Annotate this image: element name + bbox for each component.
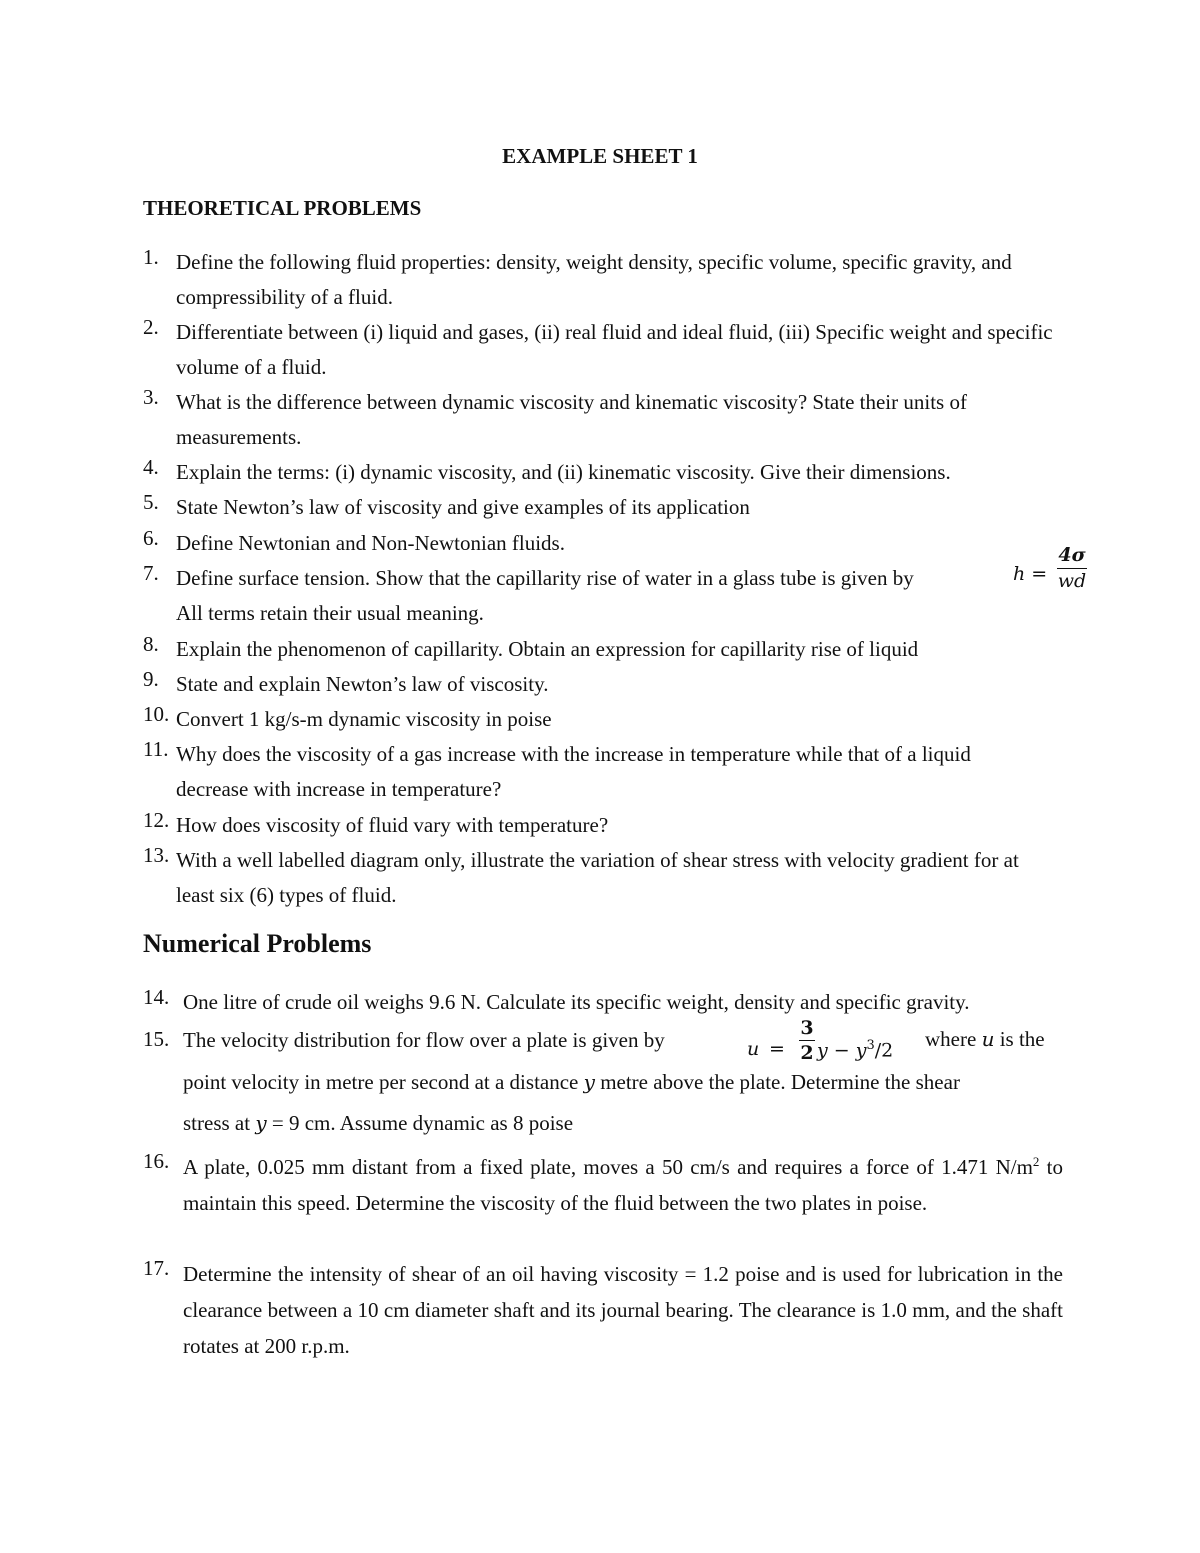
item-text [176, 561, 1023, 631]
item-text: Define the following fluid properties: density, weight density, specific volume, specific gravity, and compressibility of a fluid. [176, 250, 1012, 309]
fraction-numerator: 4σ [1057, 544, 1087, 569]
where-tail: is the [999, 1027, 1045, 1051]
item-text [183, 1149, 1063, 1221]
theory-item-1 [143, 245, 1063, 315]
item-text-line1: The velocity distribution for flow over a plate is given by [183, 1028, 665, 1052]
theory-item-3 [143, 385, 1063, 455]
item-text-line2 [183, 1068, 1063, 1096]
item-text: Differentiate between (i) liquid and gases, (ii) real fluid and ideal fluid, (iii) Specific weight and specific volume of a fluid. [176, 320, 1053, 379]
equation-terms [817, 1038, 893, 1061]
where-u: u [981, 1027, 995, 1051]
item-number: 14. [143, 985, 170, 1009]
line2-a: point velocity in metre per second at a distance [183, 1070, 579, 1094]
theory-item-8 [143, 632, 1063, 667]
theory-item-12 [143, 808, 1063, 843]
item-text-line2: All terms retain their usual meaning. [176, 601, 484, 625]
item-number: 9. [143, 667, 159, 691]
fraction-denominator: wd [1057, 570, 1087, 592]
theory-item-4 [143, 455, 1063, 490]
item-text-line3 [183, 1109, 1063, 1137]
text-a: A plate, 0.025 mm distant from a fixed plate, moves a 50 cm/s and requires a force of 1.471 N/m [183, 1155, 1033, 1179]
theory-item-5 [143, 490, 1063, 525]
item-text: Explain the terms: (i) dynamic viscosity, and (ii) kinematic viscosity. Give their dimensions. [176, 460, 951, 484]
numerical-item-17 [143, 1256, 1063, 1364]
text-b: to maintain this speed. Determine the viscosity of the fluid between the two plates in poise. [183, 1155, 1063, 1215]
theory-item-10 [143, 702, 1063, 737]
item-number: 4. [143, 455, 159, 479]
equation-u: u [747, 1038, 760, 1060]
item-number: 3. [143, 385, 159, 409]
item-text: What is the difference between dynamic viscosity and kinematic viscosity? State their units of measurements. [176, 390, 967, 449]
equation-equals: = [769, 1038, 785, 1060]
line2-b: metre above the plate. Determine the shear [600, 1070, 960, 1094]
item-text-line1: Define surface tension. Show that the capillarity rise of water in a glass tube is given by [176, 566, 914, 590]
item-text: State and explain Newton’s law of viscosity. [176, 672, 549, 696]
capillary-equation-lhs: h = [1013, 563, 1048, 585]
item-text: With a well labelled diagram only, illustrate the variation of shear stress with velocity gradient for at least six (6) types of fluid. [176, 848, 1019, 907]
where-clause [925, 1027, 1045, 1052]
sheet-title: EXAMPLE SHEET 1 [502, 144, 698, 168]
item-number: 1. [143, 245, 159, 269]
item-number: 2. [143, 315, 159, 339]
item-number: 17. [143, 1256, 170, 1280]
where-word: where [925, 1027, 977, 1051]
equation-divisor: /2 [874, 1039, 894, 1062]
numerical-item-16 [143, 1149, 1063, 1221]
theory-item-9 [143, 667, 1063, 702]
item-text: Explain the phenomenon of capillarity. Obtain an expression for capillarity rise of liquid [176, 637, 919, 661]
item-number: 16. [143, 1149, 170, 1173]
numerical-heading: Numerical Problems [143, 929, 372, 958]
velocity-equation [747, 1016, 927, 1072]
theory-heading: THEORETICAL PROBLEMS [143, 196, 422, 220]
item-number: 5. [143, 490, 159, 514]
item-text: Define Newtonian and Non-Newtonian fluids. [176, 531, 565, 555]
superscript: 2 [1032, 1154, 1040, 1169]
fraction-numerator: 3 [800, 1017, 814, 1039]
item-number: 8. [143, 632, 159, 656]
numerical-item-14 [143, 985, 1063, 1020]
item-text: One litre of crude oil weighs 9.6 N. Calculate its specific weight, density and specific gravity. [183, 990, 970, 1014]
capillary-equation-fraction [1057, 544, 1087, 592]
theory-item-7 [143, 561, 1023, 631]
equation-exponent: 3 [866, 1038, 875, 1053]
item-number: 11. [143, 737, 169, 761]
item-text: Convert 1 kg/s-m dynamic viscosity in poise [176, 707, 552, 731]
theory-item-6 [143, 526, 1063, 561]
theory-item-13 [143, 843, 1023, 913]
line3-a: stress at [183, 1111, 251, 1135]
line3-b: = 9 cm. Assume dynamic as 8 poise [271, 1111, 574, 1135]
item-number: 12. [143, 808, 170, 832]
equation-fraction [799, 1016, 815, 1065]
item-text: Why does the viscosity of a gas increase with the increase in temperature while that of a liquid decrease with increase in temperature? [176, 742, 971, 801]
theory-item-11 [143, 737, 1023, 807]
item-number: 7. [143, 561, 159, 585]
line2-y: y [583, 1070, 595, 1094]
item-number: 6. [143, 526, 159, 550]
item-number: 10. [143, 702, 170, 726]
item-number: 15. [143, 1027, 170, 1051]
equation-y-terms: y − y [817, 1039, 867, 1062]
fraction-denominator: 2 [800, 1042, 814, 1064]
line3-y: y [255, 1111, 267, 1135]
numerical-item-15-cont [143, 1068, 1063, 1137]
item-text: Determine the intensity of shear of an oil having viscosity = 1.2 poise and is used for lubrication in the clearance between a 10 cm diameter shaft and its journal bearing. The clearance is 1.0 mm, and the shaft rotates at 200 r.p.m. [183, 1262, 1063, 1358]
theory-item-2 [143, 315, 1063, 385]
item-text: State Newton’s law of viscosity and give examples of its application [176, 495, 750, 519]
item-text: How does viscosity of fluid vary with temperature? [176, 813, 609, 837]
item-number: 13. [143, 843, 170, 867]
